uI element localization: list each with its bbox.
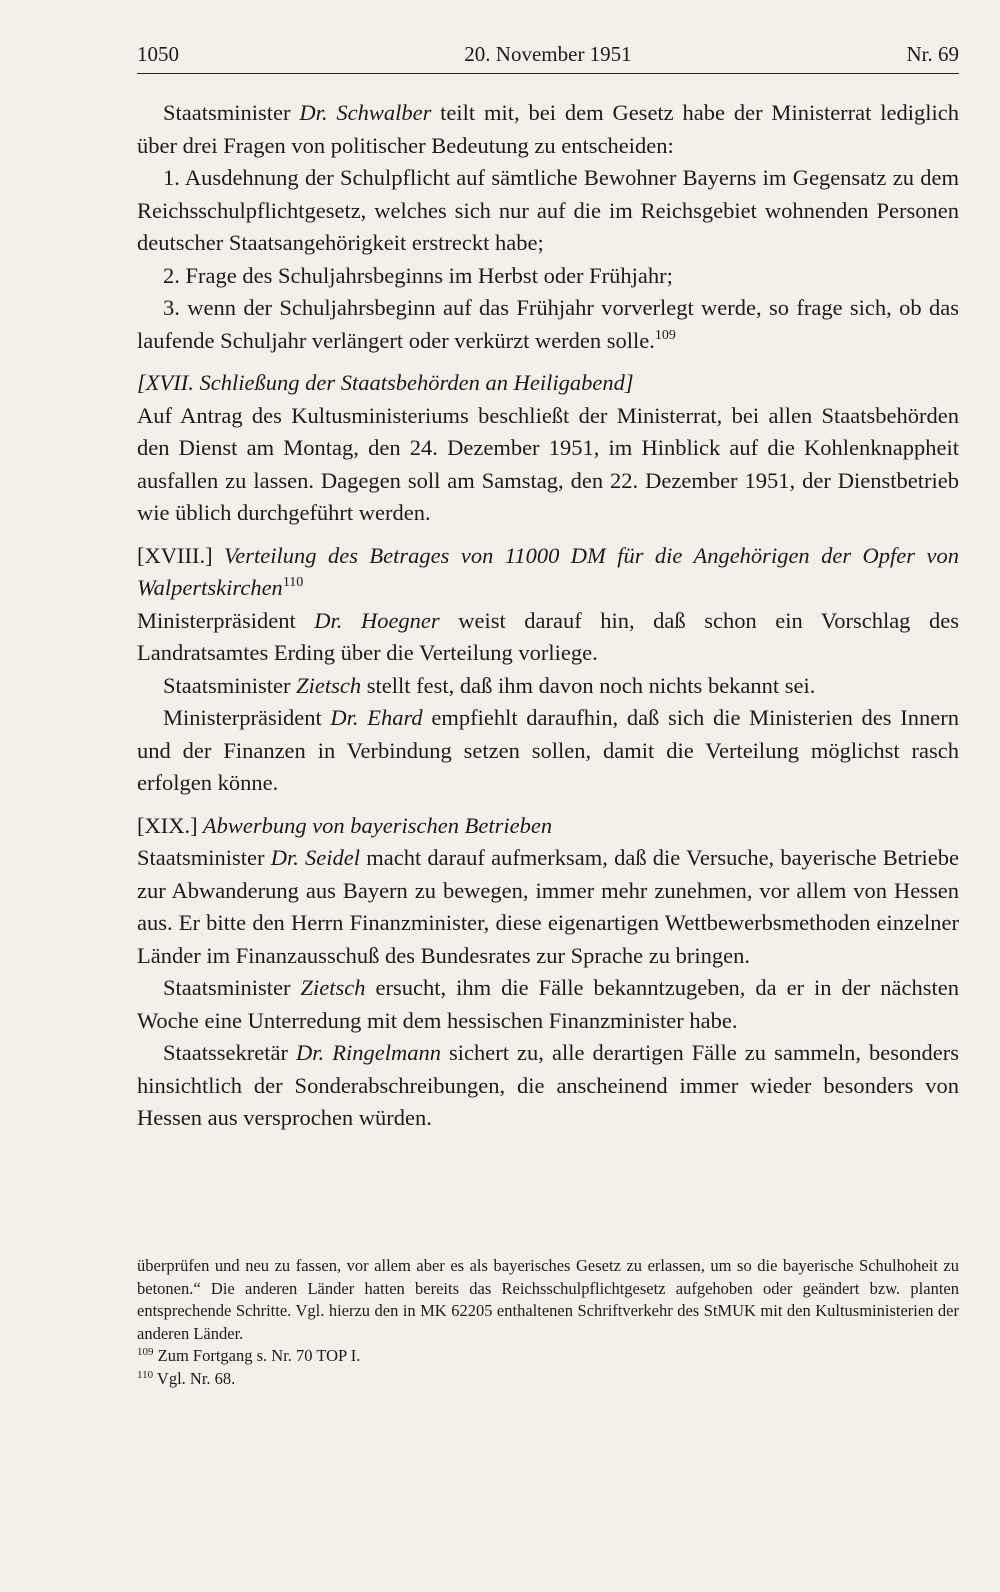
paragraph-zietsch-2: Staatsminister Zietsch ersucht, ihm die Fälle bekanntzugeben, da er in der nächsten Woche eine Unterredung mit dem hessischen Finanzminister habe.: [137, 975, 959, 1033]
protocol-number: Nr. 69: [906, 42, 959, 66]
paragraph-ringelmann: Staatssekretär Dr. Ringelmann sichert zu, alle derartigen Fälle zu sammeln, besonders hinsichtlich der Sonderabschreibungen, die anscheinend immer wieder besonders von Hessen aus versprochen würden.: [137, 1040, 959, 1130]
speaker-name: Zietsch: [296, 672, 362, 698]
section-heading-xix: [XIX.] Abwerbung von bayerischen Betrieben: [137, 812, 553, 838]
paragraph-schwalber: Staatsminister Dr. Schwalber teilt mit, bei dem Gesetz habe der Ministerrat lediglich über drei Fragen von politischer Bedeutung zu entscheiden:: [137, 100, 959, 158]
footnote-109: $^{109}$ Zum Fortgang s. Nr. 70 TOP I.: [137, 1346, 361, 1365]
speaker-name: Dr. Ringelmann: [296, 1040, 441, 1065]
page-number: 1050: [137, 42, 179, 66]
speaker-name: Zietsch: [300, 975, 366, 1000]
paragraph-ehard: Ministerpräsident Dr. Ehard empfiehlt daraufhin, daß sich die Ministerien des Innern und der Finanzen in Verbindung setzen sollen, damit die Verteilung möglichst rasch erfolgen könne.: [137, 705, 959, 795]
speaker-name: Dr. Hoegner: [314, 607, 440, 633]
list-item-3: 3. wenn der Schuljahrsbeginn auf das Frühjahr vorverlegt werde, so frage sich, ob das laufende Schuljahr verlängert oder verkürzt werden solle.$^{109}$: [137, 295, 959, 353]
speaker-name: Dr. Seidel: [270, 845, 361, 870]
header-rule: [137, 73, 959, 74]
section-xvii-text: Auf Antrag des Kultusministeriums beschließt der Ministerrat, bei allen Staatsbehörden den Dienst am Montag, den 24. Dezember 1951, im Hinblick auf die Kohlenknappheit ausfallen zu lassen. Dagegen soll am Samstag, den 22. Dezember 1951, der Dienstbetrieb wie üblich durchgeführt werden.: [137, 402, 959, 525]
header-date: 20. November 1951: [464, 42, 632, 66]
footnote-110: $^{110}$ Vgl. Nr. 68.: [137, 1368, 236, 1388]
footnote-ref-109[interactable]: 109: [654, 327, 676, 343]
section-heading-xvii: [XVII. Schließung der Staatsbehörden an Heiligabend]: [137, 370, 634, 395]
footnote-continuation: überprüfen und neu zu fassen, vor allem aber es als bayerisches Gesetz zu erlassen, um so die bayerische Schulhoheit zu betonen.“ Die anderen Länder hatten bereits das Reichsschulpflichtgesetz aufgehoben oder geändert bzw. planten entsprechende Schritte. Vgl. hierzu den in MK 62205 enthaltenen Schriftverkehr des StMUK mit den Kultusministerien der anderen Länder.: [137, 1256, 959, 1343]
paragraph-zietsch-1: Staatsminister Zietsch stellt fest, daß ihm davon noch nichts bekannt sei.: [163, 672, 816, 698]
speaker-name: Dr. Schwalber: [299, 100, 432, 125]
list-item-1: 1. Ausdehnung der Schulpflicht auf sämtliche Bewohner Bayerns im Gegensatz zu dem Reichsschulpflichtgesetz, welches sich nur auf die im Reichsgebiet wohnenden Personen deutscher Staatsangehörigkeit erstreckt habe;: [137, 165, 959, 255]
main-text: [137, 97, 959, 1135]
list-item-2: 2. Frage des Schuljahrsbeginns im Herbst oder Frühjahr;: [163, 262, 673, 288]
speaker-name: Dr. Ehard: [330, 705, 423, 730]
footnotes: [137, 1255, 959, 1390]
page-header: [137, 40, 959, 72]
section-heading-xviii: [XVIII.] Verteilung des Betrages von 11000 DM für die Angehörigen der Opfer von Walpertskirchen$^{110}$: [137, 542, 959, 600]
footnote-ref-110[interactable]: 110: [282, 575, 304, 590]
paragraph-hoegner: Ministerpräsident Dr. Hoegner weist darauf hin, daß schon ein Vorschlag des Landratsamtes Erding über die Verteilung vorliege.: [137, 607, 959, 665]
paragraph-seidel: Staatsminister Dr. Seidel macht darauf aufmerksam, daß die Versuche, bayerische Betriebe zur Abwanderung aus Bayern zu bewegen, immer mehr zunehmen, vor allem von Hessen aus. Er bitte den Herrn Finanzminister, diese eigenartigen Wettbewerbsmethoden einzelner Länder im Finanzausschuß des Bundesrates zur Sprache zu bringen.: [137, 845, 959, 968]
